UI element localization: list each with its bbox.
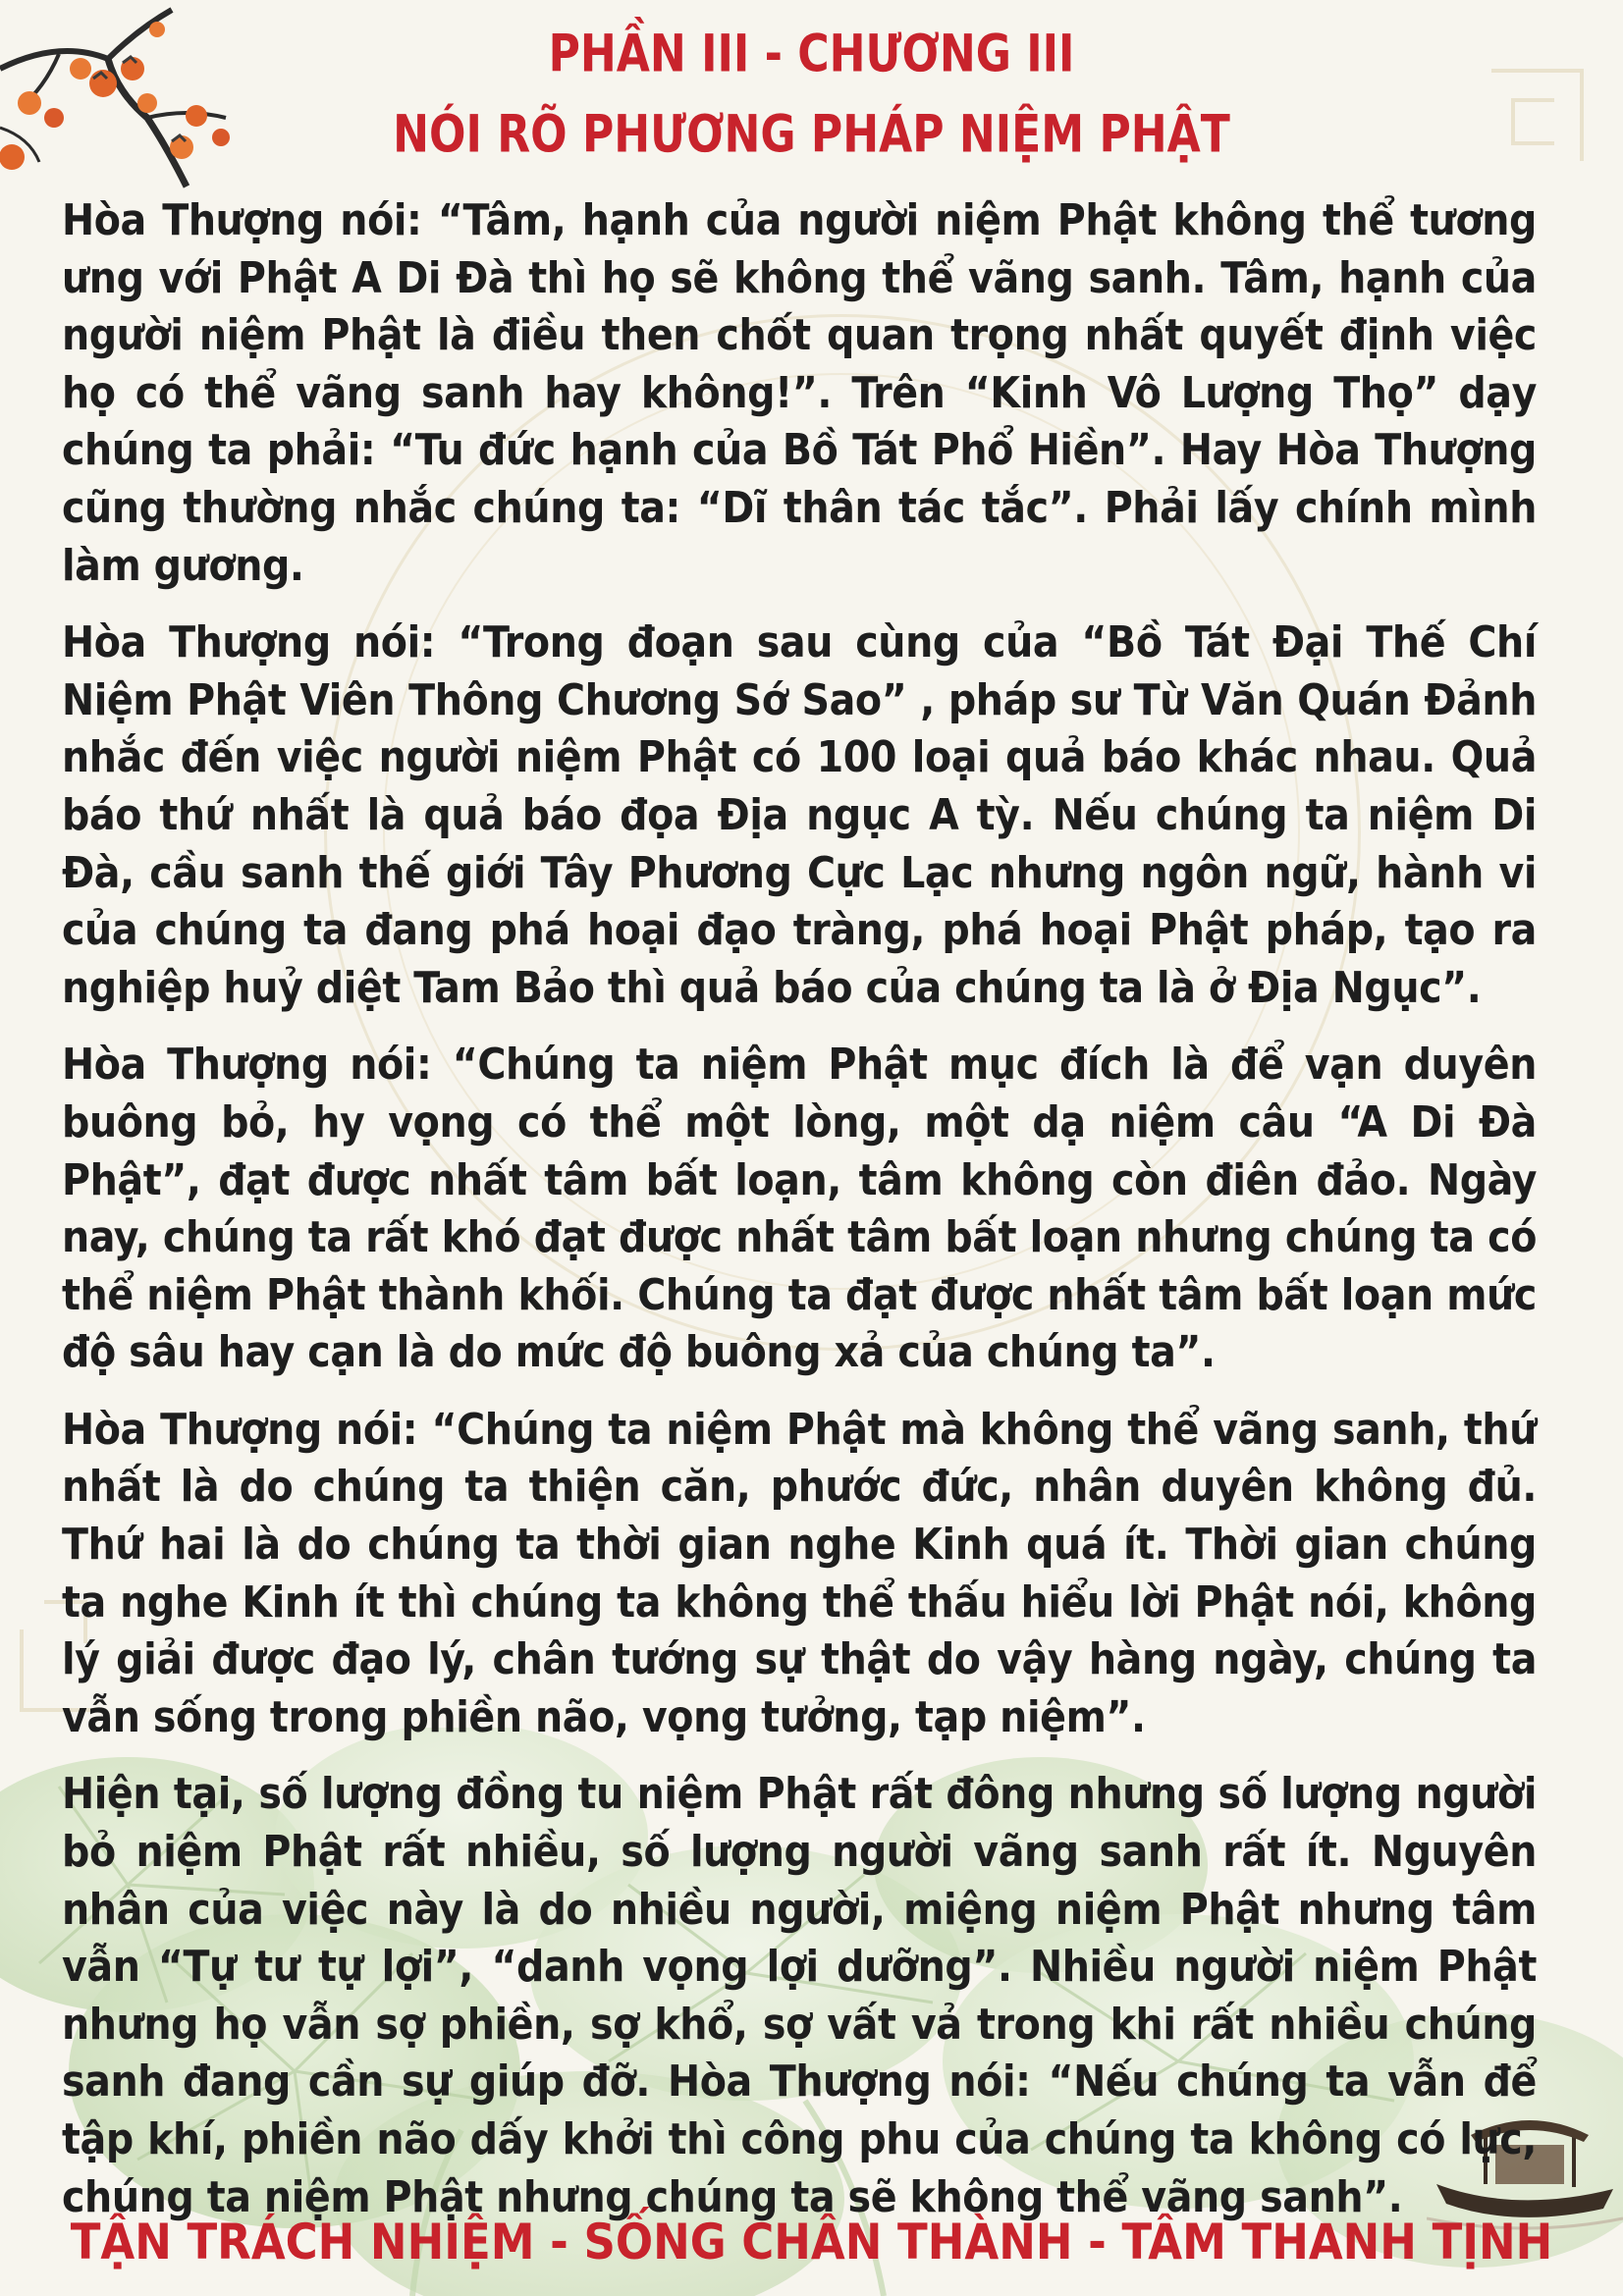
paragraph: Hiện tại, số lượng đồng tu niệm Phật rất đông nhưng số lượng người bỏ niệm Phật rất nhiều, số lượng người vãng sanh rất ít. Nguyên nhân của việc này là do nhiều người, miệng niệm Phật nhưng tâm vẫn “Tự tư tự lợi”, “danh vọng lợi dưỡng”. Nhiều người niệm Phật nhưng họ vẫn sợ phiền, sợ khổ, sợ vất vả trong khi rất nhiều chúng sanh đang cần sự giúp đỡ. Hòa Thượng nói: “Nếu chúng ta vẫn để tập khí, phiền não dấy khởi thì công phu của chúng ta không có lực, chúng ta niệm Phật nhưng chúng ta sẽ không thể vãng sanh”. xyxy=(62,1769,1537,2222)
paragraph: Hòa Thượng nói: “Trong đoạn sau cùng của “Bồ Tát Đại Thế Chí Niệm Phật Viên Thông Chương Sớ Sao” , pháp sư Từ Văn Quán Đảnh nhắc đến việc người niệm Phật có 100 loại quả báo khác nhau. Quả báo thứ nhất là quả báo đọa Địa ngục A tỳ. Nếu chúng ta niệm Di Đà, cầu sanh thế giới Tây Phương Cực Lạc nhưng ngôn ngữ, hành vi của chúng ta đang phá hoại đạo tràng, phá hoại Phật pháp, tạo ra nghiệp huỷ diệt Tam Bảo thì quả báo của chúng ta là ở Địa Ngục”. xyxy=(62,617,1537,1013)
chapter-title: PHẦN III - CHƯƠNG III xyxy=(548,23,1075,84)
chapter-subtitle: NÓI RÕ PHƯƠNG PHÁP NIỆM PHẬT xyxy=(393,103,1230,165)
paragraph: Hòa Thượng nói: “Chúng ta niệm Phật mục đích là để vạn duyên buông bỏ, hy vọng có thể một lòng, một dạ niệm câu “A Di Đà Phật”, đạt được nhất tâm bất loạn, tâm không còn điên đảo. Ngày nay, chúng ta rất khó đạt được nhất tâm bất loạn nhưng chúng ta có thể niệm Phật thành khối. Chúng ta đạt được nhất tâm bất loạn mức độ sâu hay cạn là do mức độ buông xả của chúng ta”. xyxy=(62,1040,1537,1378)
paragraph: Hòa Thượng nói: “Tâm, hạnh của người niệm Phật không thể tương ưng với Phật A Di Đà thì họ sẽ không thể vãng sanh. Tâm, hạnh của người niệm Phật là điều then chốt quan trọng nhất quyết định việc họ có thể vãng sanh hay không!”. Trên “Kinh Vô Lượng Thọ” dạy chúng ta phải: “Tu đức hạnh của Bồ Tát Phổ Hiền”. Hay Hòa Thượng cũng thường nhắc chúng ta: “Dĩ thân tác tắc”. Phải lấy chính mình làm gương. xyxy=(62,195,1537,591)
footer-motto: TẬN TRÁCH NHIỆM - SỐNG CHÂN THÀNH - TÂM THANH TỊNH xyxy=(70,2214,1553,2270)
body-text xyxy=(62,192,1537,2246)
paragraph: Hòa Thượng nói: “Chúng ta niệm Phật mà không thể vãng sanh, thứ nhất là do chúng ta thiện căn, phước đức, nhân duyên không đủ. Thứ hai là do chúng ta thời gian nghe Kinh quá ít. Thời gian chúng ta nghe Kinh ít thì chúng ta không thể thấu hiểu lời Phật nói, không lý giải được đạo lý, chân tướng sự thật do vậy hàng ngày, chúng ta vẫn sống trong phiền não, vọng tưởng, tạp niệm”. xyxy=(62,1404,1537,1742)
